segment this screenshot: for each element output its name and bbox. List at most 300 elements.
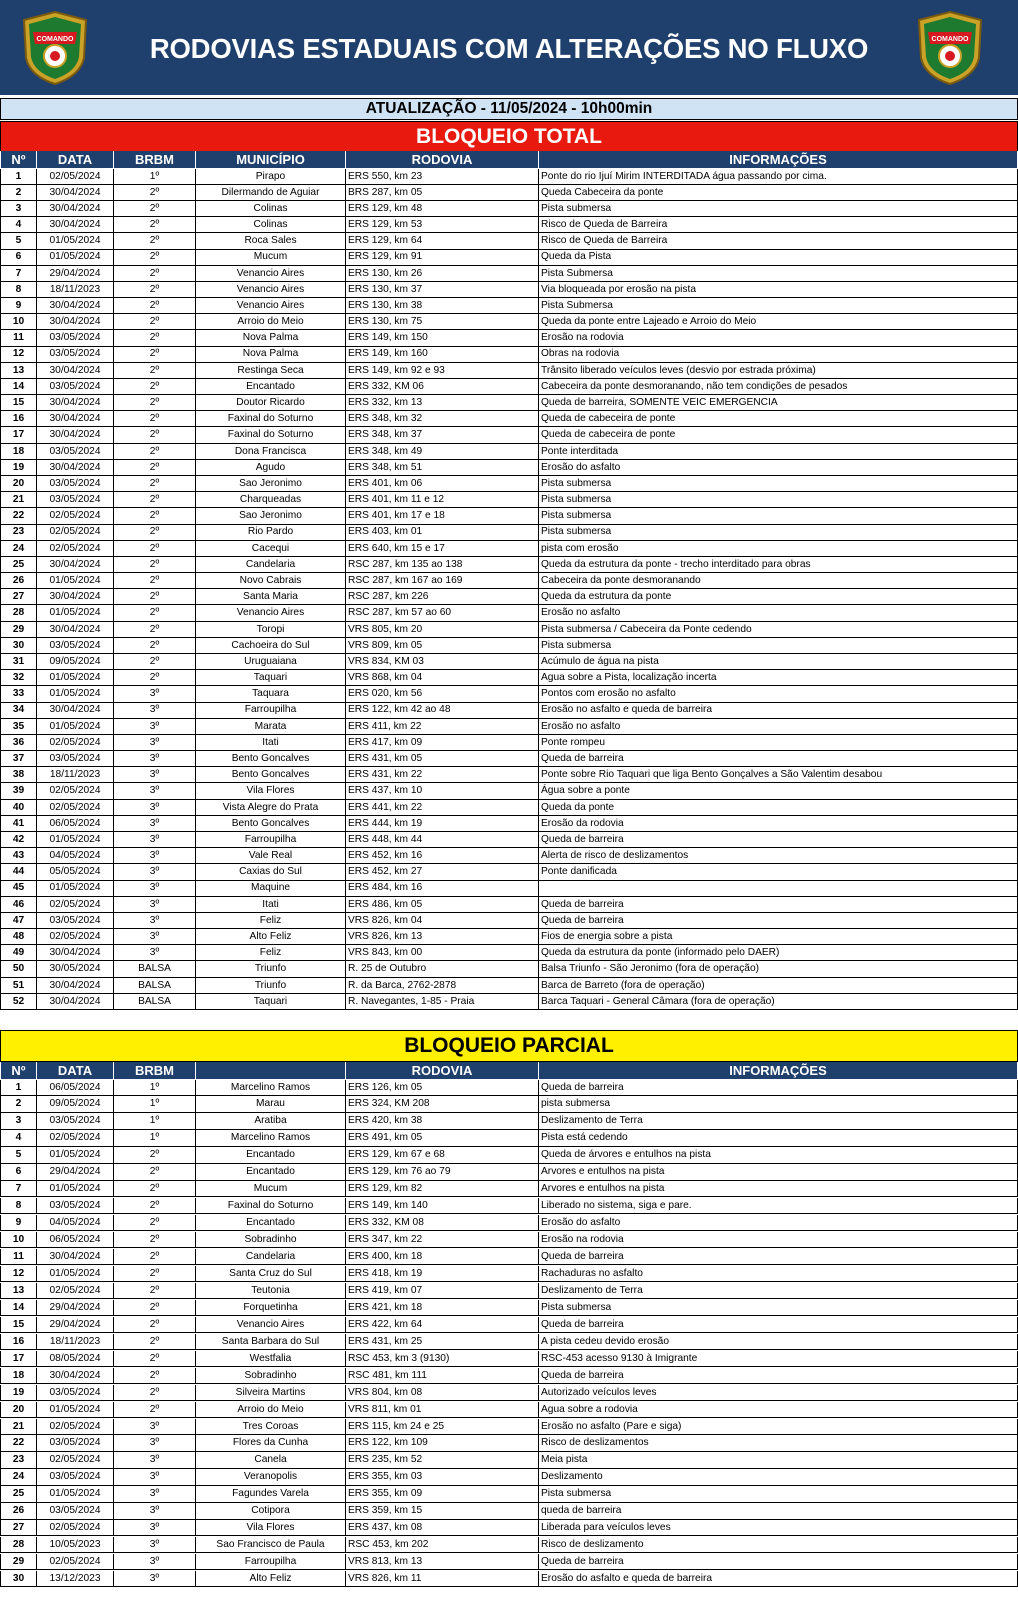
- row-date: 03/05/2024: [37, 1198, 114, 1213]
- row-number: 32: [0, 670, 37, 685]
- table-row: [0, 945, 1018, 961]
- row-highway: ERS 130, km 37: [346, 282, 539, 297]
- row-highway: ERS 129, km 76 ao 79: [346, 1164, 539, 1179]
- row-brbm: 3º: [114, 1554, 196, 1569]
- row-number: 21: [0, 1419, 37, 1434]
- row-number: 26: [0, 573, 37, 588]
- table-row: [0, 314, 1018, 330]
- row-brbm: 2º: [114, 557, 196, 572]
- row-highway: ERS 420, km 38: [346, 1113, 539, 1128]
- row-brbm: BALSA: [114, 961, 196, 976]
- row-information: Ponte sobre Rio Taquari que liga Bento Gonçalves a São Valentim desabou: [539, 767, 1018, 782]
- table-row: [0, 686, 1018, 702]
- row-brbm: 3º: [114, 848, 196, 863]
- row-information: Pontos com erosão no asfalto: [539, 686, 1018, 701]
- col-header-information: INFORMAÇÕES: [539, 1062, 1018, 1079]
- row-number: 20: [0, 1402, 37, 1417]
- row-number: 34: [0, 702, 37, 717]
- row-brbm: 2º: [114, 476, 196, 491]
- row-highway: RSC 287, km 135 ao 138: [346, 557, 539, 572]
- row-municipality: Colinas: [196, 201, 346, 216]
- row-information: Cabeceira da ponte desmoranando, não tem condições de pesados: [539, 379, 1018, 394]
- row-number: 21: [0, 492, 37, 507]
- col-header-municipality: [196, 1062, 346, 1079]
- row-date: 03/05/2024: [37, 1435, 114, 1450]
- row-information: Risco de Queda de Barreira: [539, 217, 1018, 232]
- row-information: Queda de barreira: [539, 1554, 1018, 1569]
- row-date: 01/05/2024: [37, 670, 114, 685]
- table-row: [0, 330, 1018, 346]
- row-highway: ERS 452, km 27: [346, 864, 539, 879]
- row-highway: ERS 129, km 91: [346, 249, 539, 264]
- row-highway: ERS 431, km 05: [346, 751, 539, 766]
- row-number: 48: [0, 929, 37, 944]
- row-information: Pista submersa: [539, 1300, 1018, 1315]
- row-date: 30/04/2024: [37, 298, 114, 313]
- row-date: 02/05/2024: [37, 1520, 114, 1535]
- row-number: 9: [0, 1215, 37, 1230]
- row-information: Queda de barreira: [539, 1368, 1018, 1383]
- row-number: 11: [0, 330, 37, 345]
- row-municipality: Doutor Ricardo: [196, 395, 346, 410]
- row-municipality: Bento Goncalves: [196, 767, 346, 782]
- row-number: 13: [0, 1283, 37, 1298]
- row-highway: VRS 834, KM 03: [346, 654, 539, 669]
- table-row: [0, 767, 1018, 783]
- row-highway: ERS 452, km 16: [346, 848, 539, 863]
- row-municipality: Dona Francisca: [196, 444, 346, 459]
- row-date: 30/04/2024: [37, 978, 114, 993]
- row-municipality: Marcelino Ramos: [196, 1080, 346, 1095]
- row-municipality: Taquara: [196, 686, 346, 701]
- row-highway: ERS 421, km 18: [346, 1300, 539, 1315]
- row-information: Pista submersa: [539, 508, 1018, 523]
- row-information: Queda da estrutura da ponte - trecho interditado para obras: [539, 557, 1018, 572]
- table-row: [0, 605, 1018, 621]
- row-municipality: Tres Coroas: [196, 1419, 346, 1434]
- row-information: Agua sobre a rodovia: [539, 1402, 1018, 1417]
- row-highway: ERS 149, km 140: [346, 1198, 539, 1213]
- row-highway: ERS 400, km 18: [346, 1249, 539, 1264]
- row-municipality: Alto Feliz: [196, 929, 346, 944]
- row-date: 04/05/2024: [37, 1215, 114, 1230]
- row-highway: ERS 332, KM 08: [346, 1215, 539, 1230]
- table-row: [0, 411, 1018, 427]
- section-title-total: BLOQUEIO TOTAL: [0, 121, 1018, 153]
- row-information: pista submersa: [539, 1096, 1018, 1111]
- row-date: 01/05/2024: [37, 249, 114, 264]
- row-number: 12: [0, 346, 37, 361]
- row-brbm: 2º: [114, 185, 196, 200]
- row-date: 02/05/2024: [37, 800, 114, 815]
- row-brbm: 2º: [114, 524, 196, 539]
- row-information: Erosão do asfalto e queda de barreira: [539, 1571, 1018, 1586]
- row-municipality: Vale Real: [196, 848, 346, 863]
- row-information: Barca de Barreto (fora de operação): [539, 978, 1018, 993]
- row-highway: ERS 418, km 19: [346, 1266, 539, 1281]
- row-date: 02/05/2024: [37, 897, 114, 912]
- table-row: [0, 1164, 1018, 1180]
- row-information: Água sobre a ponte: [539, 783, 1018, 798]
- row-municipality: Veranopolis: [196, 1469, 346, 1484]
- row-brbm: 3º: [114, 1419, 196, 1434]
- row-highway: ERS 417, km 09: [346, 735, 539, 750]
- row-information: Queda da estrutura da ponte (informado pelo DAER): [539, 945, 1018, 960]
- row-municipality: Venancio Aires: [196, 298, 346, 313]
- row-number: 30: [0, 638, 37, 653]
- table-row: [0, 848, 1018, 864]
- row-information: Pista submersa: [539, 492, 1018, 507]
- row-municipality: Sao Jeronimo: [196, 508, 346, 523]
- row-date: 09/05/2024: [37, 654, 114, 669]
- table-row: [0, 1249, 1018, 1265]
- row-highway: ERS 149, km 160: [346, 346, 539, 361]
- table-row: [0, 1368, 1018, 1384]
- table-row: [0, 589, 1018, 605]
- row-municipality: Farroupilha: [196, 702, 346, 717]
- row-information: Ponte rompeu: [539, 735, 1018, 750]
- row-number: 7: [0, 266, 37, 281]
- row-date: 01/05/2024: [37, 686, 114, 701]
- row-date: 02/05/2024: [37, 783, 114, 798]
- table-row: [0, 282, 1018, 298]
- row-brbm: 3º: [114, 686, 196, 701]
- row-brbm: 2º: [114, 1317, 196, 1332]
- row-municipality: Feliz: [196, 945, 346, 960]
- row-date: 03/05/2024: [37, 492, 114, 507]
- row-brbm: 2º: [114, 573, 196, 588]
- row-number: 51: [0, 978, 37, 993]
- row-brbm: 3º: [114, 767, 196, 782]
- row-highway: ERS 441, km 22: [346, 800, 539, 815]
- row-information: Pista submersa: [539, 201, 1018, 216]
- row-number: 13: [0, 363, 37, 378]
- row-highway: VRS 805, km 20: [346, 622, 539, 637]
- row-date: 30/04/2024: [37, 185, 114, 200]
- row-highway: ERS 411, km 22: [346, 719, 539, 734]
- table-row: [0, 266, 1018, 282]
- row-number: 45: [0, 880, 37, 895]
- row-municipality: Maquine: [196, 880, 346, 895]
- police-badge-icon: [20, 10, 90, 86]
- row-municipality: Itati: [196, 897, 346, 912]
- row-information: Balsa Triunfo - São Jeronimo (fora de operação): [539, 961, 1018, 976]
- row-municipality: Aratiba: [196, 1113, 346, 1128]
- row-municipality: Sobradinho: [196, 1232, 346, 1247]
- row-information: Queda de barreira: [539, 751, 1018, 766]
- row-brbm: 1º: [114, 1096, 196, 1111]
- row-municipality: Fagundes Varela: [196, 1486, 346, 1501]
- row-date: 01/05/2024: [37, 880, 114, 895]
- row-municipality: Mucum: [196, 1181, 346, 1196]
- row-municipality: Marcelino Ramos: [196, 1130, 346, 1145]
- table-row: [0, 622, 1018, 638]
- row-number: 12: [0, 1266, 37, 1281]
- row-highway: RSC 453, km 202: [346, 1537, 539, 1552]
- row-municipality: Vila Flores: [196, 783, 346, 798]
- row-information: Pista Submersa: [539, 266, 1018, 281]
- row-information: Barca Taquari - General Câmara (fora de operação): [539, 994, 1018, 1009]
- row-municipality: Restinga Seca: [196, 363, 346, 378]
- row-date: 01/05/2024: [37, 1147, 114, 1162]
- table-row: [0, 816, 1018, 832]
- table-row: [0, 1435, 1018, 1451]
- row-information: Deslizamento de Terra: [539, 1283, 1018, 1298]
- col-header-number: Nº: [0, 151, 37, 168]
- row-information: Deslizamento: [539, 1469, 1018, 1484]
- row-number: 23: [0, 1452, 37, 1467]
- table-row: [0, 476, 1018, 492]
- table-row: [0, 524, 1018, 540]
- row-highway: ERS 129, km 67 e 68: [346, 1147, 539, 1162]
- row-date: 30/04/2024: [37, 411, 114, 426]
- row-municipality: Canela: [196, 1452, 346, 1467]
- row-information: Ponte danificada: [539, 864, 1018, 879]
- row-brbm: 2º: [114, 670, 196, 685]
- row-information: Arvores e entulhos na pista: [539, 1164, 1018, 1179]
- row-municipality: Pirapo: [196, 169, 346, 184]
- row-highway: ERS 401, km 11 e 12: [346, 492, 539, 507]
- row-number: 8: [0, 282, 37, 297]
- row-municipality: Marau: [196, 1096, 346, 1111]
- row-municipality: Dilermando de Aguiar: [196, 185, 346, 200]
- row-date: 02/05/2024: [37, 735, 114, 750]
- row-municipality: Uruguaiana: [196, 654, 346, 669]
- row-number: 4: [0, 217, 37, 232]
- row-brbm: 2º: [114, 411, 196, 426]
- row-date: 01/05/2024: [37, 1486, 114, 1501]
- row-brbm: 2º: [114, 1164, 196, 1179]
- row-information: Cabeceira da ponte desmoranando: [539, 573, 1018, 588]
- row-highway: R. Navegantes, 1-85 - Praia: [346, 994, 539, 1009]
- row-date: 30/04/2024: [37, 1368, 114, 1383]
- row-municipality: Sao Jeronimo: [196, 476, 346, 491]
- row-highway: VRS 804, km 08: [346, 1385, 539, 1400]
- row-brbm: 2º: [114, 1266, 196, 1281]
- row-date: 03/05/2024: [37, 913, 114, 928]
- row-date: 18/11/2023: [37, 767, 114, 782]
- row-information: Meia pista: [539, 1452, 1018, 1467]
- row-date: 03/05/2024: [37, 346, 114, 361]
- row-highway: ERS 129, km 82: [346, 1181, 539, 1196]
- row-number: 5: [0, 1147, 37, 1162]
- row-highway: VRS 843, km 00: [346, 945, 539, 960]
- row-municipality: Arroio do Meio: [196, 1402, 346, 1417]
- row-highway: VRS 868, km 04: [346, 670, 539, 685]
- table-row: [0, 492, 1018, 508]
- row-municipality: Triunfo: [196, 978, 346, 993]
- row-date: 03/05/2024: [37, 1113, 114, 1128]
- row-information: Deslizamento de Terra: [539, 1113, 1018, 1128]
- row-date: 02/05/2024: [37, 1554, 114, 1569]
- table-header-partial: [0, 1062, 1018, 1079]
- row-number: 2: [0, 185, 37, 200]
- row-highway: R. 25 de Outubro: [346, 961, 539, 976]
- row-number: 2: [0, 1096, 37, 1111]
- row-brbm: 3º: [114, 945, 196, 960]
- row-information: Autorizado veículos leves: [539, 1385, 1018, 1400]
- row-number: 40: [0, 800, 37, 815]
- row-information: Erosão na rodovia: [539, 1232, 1018, 1247]
- row-date: 30/04/2024: [37, 702, 114, 717]
- row-brbm: 2º: [114, 346, 196, 361]
- row-date: 29/04/2024: [37, 1317, 114, 1332]
- row-number: 3: [0, 1113, 37, 1128]
- row-brbm: 3º: [114, 783, 196, 798]
- row-brbm: 3º: [114, 864, 196, 879]
- row-information: Queda da ponte: [539, 800, 1018, 815]
- row-date: 30/04/2024: [37, 427, 114, 442]
- row-number: 49: [0, 945, 37, 960]
- row-brbm: 2º: [114, 1215, 196, 1230]
- row-information: Queda Cabeceira da ponte: [539, 185, 1018, 200]
- row-municipality: Bento Goncalves: [196, 751, 346, 766]
- table-row: [0, 1503, 1018, 1519]
- row-brbm: 3º: [114, 1520, 196, 1535]
- row-municipality: Farroupilha: [196, 1554, 346, 1569]
- row-number: 17: [0, 1351, 37, 1366]
- table-row: [0, 1215, 1018, 1231]
- row-brbm: 2º: [114, 460, 196, 475]
- row-municipality: Westfalia: [196, 1351, 346, 1366]
- row-date: 02/05/2024: [37, 524, 114, 539]
- row-highway: ERS 437, km 10: [346, 783, 539, 798]
- row-highway: BRS 287, km 05: [346, 185, 539, 200]
- table-row: [0, 363, 1018, 379]
- row-highway: ERS 359, km 15: [346, 1503, 539, 1518]
- row-number: 19: [0, 460, 37, 475]
- row-brbm: 2º: [114, 444, 196, 459]
- row-brbm: 3º: [114, 1571, 196, 1586]
- row-date: 01/05/2024: [37, 832, 114, 847]
- row-information: Erosão na rodovia: [539, 330, 1018, 345]
- row-number: 22: [0, 1435, 37, 1450]
- row-date: 30/04/2024: [37, 363, 114, 378]
- table-row: [0, 1181, 1018, 1197]
- row-highway: ERS 126, km 05: [346, 1080, 539, 1095]
- row-number: 20: [0, 476, 37, 491]
- row-date: 30/04/2024: [37, 314, 114, 329]
- row-number: 6: [0, 249, 37, 264]
- row-information: Ponte do rio Ijuí Mirim INTERDITADA água passando por cima.: [539, 169, 1018, 184]
- row-highway: ERS 422, km 64: [346, 1317, 539, 1332]
- col-header-brbm: BRBM: [114, 1062, 196, 1079]
- row-municipality: Encantado: [196, 1215, 346, 1230]
- row-information: Queda de árvores e entulhos na pista: [539, 1147, 1018, 1162]
- row-number: 22: [0, 508, 37, 523]
- row-highway: ERS 491, km 05: [346, 1130, 539, 1145]
- table-row: [0, 751, 1018, 767]
- logo-text: COMANDO: [931, 36, 969, 43]
- row-highway: ERS 130, km 75: [346, 314, 539, 329]
- row-highway: ERS 348, km 37: [346, 427, 539, 442]
- row-highway: ERS 401, km 17 e 18: [346, 508, 539, 523]
- row-information: Queda de barreira: [539, 897, 1018, 912]
- row-date: 02/05/2024: [37, 169, 114, 184]
- row-information: Pista submersa: [539, 524, 1018, 539]
- row-date: 30/04/2024: [37, 1249, 114, 1264]
- row-number: 18: [0, 1368, 37, 1383]
- row-municipality: Venancio Aires: [196, 1317, 346, 1332]
- row-municipality: Itati: [196, 735, 346, 750]
- row-information: Queda de barreira, SOMENTE VEIC EMERGENCIA: [539, 395, 1018, 410]
- table-row: [0, 1198, 1018, 1214]
- row-number: 16: [0, 1334, 37, 1349]
- table-row: [0, 1402, 1018, 1418]
- row-brbm: 2º: [114, 654, 196, 669]
- row-number: 25: [0, 557, 37, 572]
- table-row: [0, 670, 1018, 686]
- col-header-municipality: MUNICÍPIO: [196, 151, 346, 168]
- row-brbm: 2º: [114, 1351, 196, 1366]
- row-brbm: 2º: [114, 1402, 196, 1417]
- table-row: [0, 460, 1018, 476]
- row-information: Queda de barreira: [539, 1080, 1018, 1095]
- table-row: [0, 233, 1018, 249]
- row-date: 18/11/2023: [37, 1334, 114, 1349]
- row-brbm: 2º: [114, 298, 196, 313]
- row-highway: RSC 453, km 3 (9130): [346, 1351, 539, 1366]
- table-row: [0, 1300, 1018, 1316]
- row-highway: ERS 486, km 05: [346, 897, 539, 912]
- row-brbm: 2º: [114, 1147, 196, 1162]
- row-municipality: Arroio do Meio: [196, 314, 346, 329]
- row-brbm: 2º: [114, 314, 196, 329]
- col-header-highway: RODOVIA: [346, 1062, 539, 1079]
- row-date: 29/04/2024: [37, 1300, 114, 1315]
- row-information: Queda de barreira: [539, 832, 1018, 847]
- row-highway: ERS 130, km 26: [346, 266, 539, 281]
- row-information: pista com erosão: [539, 541, 1018, 556]
- row-highway: ERS 403, km 01: [346, 524, 539, 539]
- row-number: 24: [0, 541, 37, 556]
- table-row: [0, 573, 1018, 589]
- row-number: 28: [0, 1537, 37, 1552]
- table-row: [0, 1385, 1018, 1401]
- logo-text: COMANDO: [36, 36, 74, 43]
- table-row: [0, 1419, 1018, 1435]
- row-number: 37: [0, 751, 37, 766]
- row-date: 03/05/2024: [37, 1469, 114, 1484]
- row-highway: ERS 332, km 13: [346, 395, 539, 410]
- row-number: 27: [0, 589, 37, 604]
- row-municipality: Roca Sales: [196, 233, 346, 248]
- table-row: [0, 557, 1018, 573]
- row-municipality: Cachoeira do Sul: [196, 638, 346, 653]
- row-brbm: 2º: [114, 201, 196, 216]
- row-information: Alerta de risco de deslizamentos: [539, 848, 1018, 863]
- row-brbm: BALSA: [114, 994, 196, 1009]
- row-number: 14: [0, 379, 37, 394]
- row-number: 29: [0, 1554, 37, 1569]
- row-date: 30/04/2024: [37, 945, 114, 960]
- row-brbm: 3º: [114, 1469, 196, 1484]
- row-number: 35: [0, 719, 37, 734]
- row-information: Liberada para veículos leves: [539, 1520, 1018, 1535]
- row-municipality: Feliz: [196, 913, 346, 928]
- row-date: 03/05/2024: [37, 444, 114, 459]
- row-information: Queda de barreira: [539, 1249, 1018, 1264]
- row-municipality: Candelaria: [196, 1249, 346, 1264]
- row-highway: ERS 348, km 51: [346, 460, 539, 475]
- row-date: 03/05/2024: [37, 330, 114, 345]
- row-brbm: 2º: [114, 233, 196, 248]
- row-highway: ERS 149, km 92 e 93: [346, 363, 539, 378]
- row-municipality: Mucum: [196, 249, 346, 264]
- col-header-highway: RODOVIA: [346, 151, 539, 168]
- table-row: [0, 1571, 1018, 1587]
- table-row: [0, 1486, 1018, 1502]
